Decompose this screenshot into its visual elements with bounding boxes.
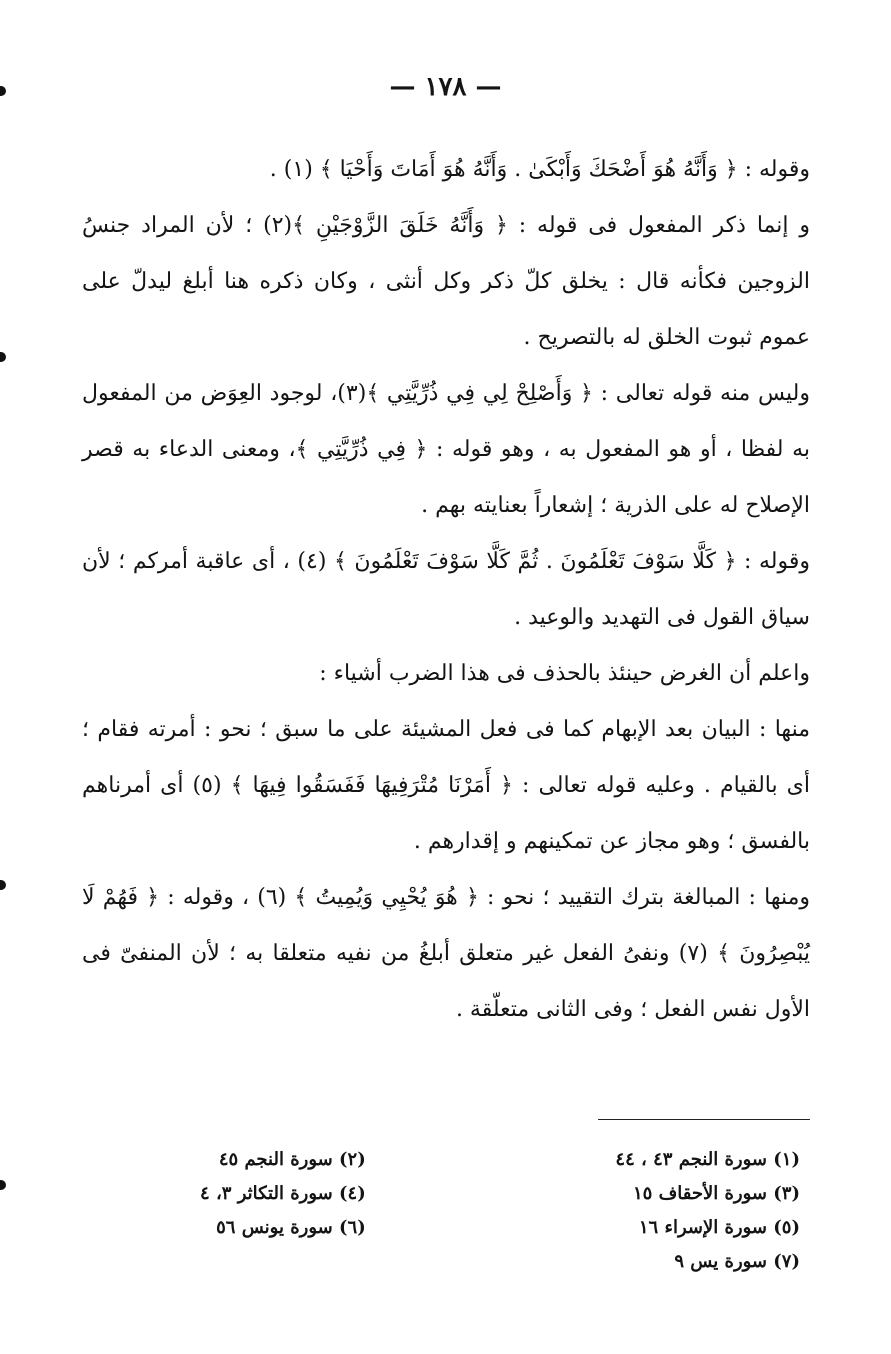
page-number: — ١٧٨ —	[389, 72, 502, 102]
main-text	[82, 142, 810, 1038]
footnote-2: (٢) سورة النجم ٤٥	[218, 1149, 366, 1170]
scan-edge-mark	[0, 1180, 6, 1190]
footnote-7: (٧) سورة يس ٩	[674, 1251, 800, 1272]
paragraph: واعلم أن الغرض حينئذ بالحذف فى هذا الضرب أشياء :	[319, 661, 810, 686]
paragraph: منها : البيان بعد الإبهام كما فى فعل المشيئة على ما سبق ؛ نحو : أمرته فقام ؛ أى بالقيام . وعليه قوله تعالى : ﴿ أَمَرْنَا مُتْرَفِيهَا فَفَسَقُوا فِيهَا ﴾ (٥) أى أمرناهم بالفسق ؛ وهو مجاز عن تمكينهم و إقدارهم .	[82, 717, 810, 854]
paragraph: وقوله : ﴿ وَأَنَّهُ هُوَ أَضْحَكَ وَأَبْكَىٰ . وَأَنَّهُ هُوَ أَمَاتَ وَأَحْيَا ﴾ (١) .	[269, 157, 810, 182]
footnotes-right-column	[615, 1143, 800, 1279]
footnote-divider	[598, 1119, 810, 1120]
scan-edge-mark	[0, 352, 6, 362]
footnotes-left-column	[200, 1143, 366, 1279]
paragraph: ومنها : المبالغة بترك التقييد ؛ نحو : ﴿ هُوَ يُحْيِي وَيُمِيتُ ﴾ (٦) ، وقوله : ﴿ فَهُمْ لَا يُبْصِرُونَ ﴾ (٧) ونفىُ الفعل غير متعلق أبلغُ من نفيه متعلقا به ؛ لأن المنفىّ فى الأول نفس الفعل ؛ وفى الثانى متعلّقة .	[82, 885, 811, 1022]
footnote-4: (٤) سورة التكاثر ٣، ٤	[200, 1183, 366, 1204]
footnote-6: (٦) سورة يونس ٥٦	[216, 1217, 366, 1238]
paragraph: وقوله : ﴿ كَلَّا سَوْفَ تَعْلَمُونَ . ثُمَّ كَلَّا سَوْفَ تَعْلَمُونَ ﴾ (٤) ، أى عاقبة أمركم ؛ لأن سياق القول فى التهديد والوعيد .	[82, 549, 810, 630]
paragraph: وليس منه قوله تعالى : ﴿ وَأَصْلِحْ لِي فِي ذُرِّيَّتِي ﴾(٣)، لوجود العِوَض من المفعول به لفظا ، أو هو المفعول به ، وهو قوله : ﴿ فِي ذُرِّيَّتِي ﴾، ومعنى الدعاء به قصر الإصلاح له على الذرية ؛ إشعاراً بعنايته بهم .	[82, 381, 810, 518]
footnote-5: (٥) سورة الإسراء ١٦	[638, 1217, 800, 1238]
footnotes	[200, 1143, 800, 1279]
footnote-3: (٣) سورة الأحقاف ١٥	[632, 1183, 800, 1204]
footnote-1: (١) سورة النجم ٤٣ ، ٤٤	[615, 1149, 800, 1170]
scan-edge-mark	[0, 880, 6, 890]
paragraph: و إنما ذكر المفعول فى قوله : ﴿ وَأَنَّهُ خَلَقَ الزَّوْجَيْنِ ﴾(٢) ؛ لأن المراد جنسُ الزوجين فكأنه قال : يخلق كلّ ذكر وكل أنثى ، وكان ذكره هنا أبلغ ليدلّ على عموم ثبوت الخلق له بالتصريح .	[82, 213, 811, 350]
